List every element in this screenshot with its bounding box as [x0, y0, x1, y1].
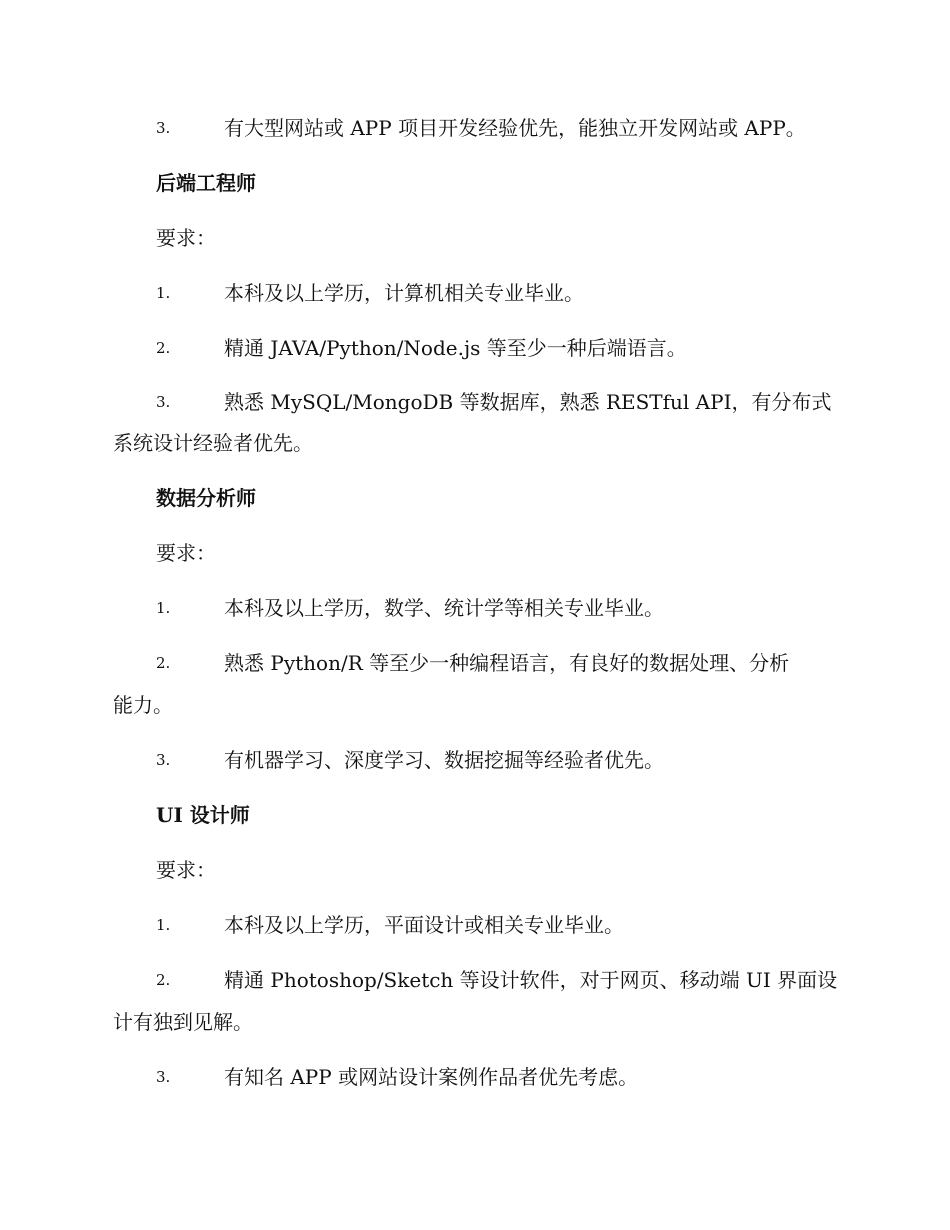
- list-item-number: 1.: [156, 916, 171, 934]
- list-item-number: 1.: [156, 599, 171, 617]
- list-item-text: 本科及以上学历，数学、统计学等相关专业毕业。: [224, 596, 664, 620]
- list-item-continuation-text: 能力。: [113, 693, 173, 717]
- list-item-text: 精通 Photoshop/Sketch 等设计软件，对于网页、移动端 UI 界面设: [224, 968, 838, 992]
- list-item-text: 本科及以上学历，计算机相关专业毕业。: [224, 281, 584, 305]
- list-item-number: 3.: [156, 393, 171, 411]
- section-title: 后端工程师: [156, 171, 256, 195]
- requirements-label: 要求：: [156, 226, 216, 250]
- list-item-text: 有知名 APP 或网站设计案例作品者优先考虑。: [224, 1065, 639, 1089]
- list-item-text: 本科及以上学历，平面设计或相关专业毕业。: [224, 913, 624, 937]
- section-title: 数据分析师: [156, 486, 256, 510]
- list-item-number: 2.: [156, 654, 171, 672]
- list-item-text: 熟悉 MySQL/MongoDB 等数据库，熟悉 RESTful API，有分布式: [224, 390, 832, 414]
- list-item-number: 2.: [156, 339, 171, 357]
- list-item-continuation-text: 系统设计经验者优先。: [113, 431, 313, 455]
- list-item-number: 2.: [156, 971, 171, 989]
- section-title: UI 设计师: [156, 803, 250, 827]
- list-item-text: 有机器学习、深度学习、数据挖掘等经验者优先。: [224, 748, 664, 772]
- list-item-text: 熟悉 Python/R 等至少一种编程语言，有良好的数据处理、分析: [224, 651, 790, 675]
- list-item-continuation-text: 计有独到见解。: [113, 1010, 253, 1034]
- requirements-label: 要求：: [156, 858, 216, 882]
- list-item-number: 3.: [156, 119, 171, 137]
- list-item-number: 3.: [156, 751, 171, 769]
- list-item-number: 1.: [156, 284, 171, 302]
- list-item-text: 有大型网站或 APP 项目开发经验优先，能独立开发网站或 APP。: [224, 116, 806, 140]
- list-item-text: 精通 JAVA/Python/Node.js 等至少一种后端语言。: [224, 336, 687, 360]
- requirements-label: 要求：: [156, 541, 216, 565]
- list-item-number: 3.: [156, 1068, 171, 1086]
